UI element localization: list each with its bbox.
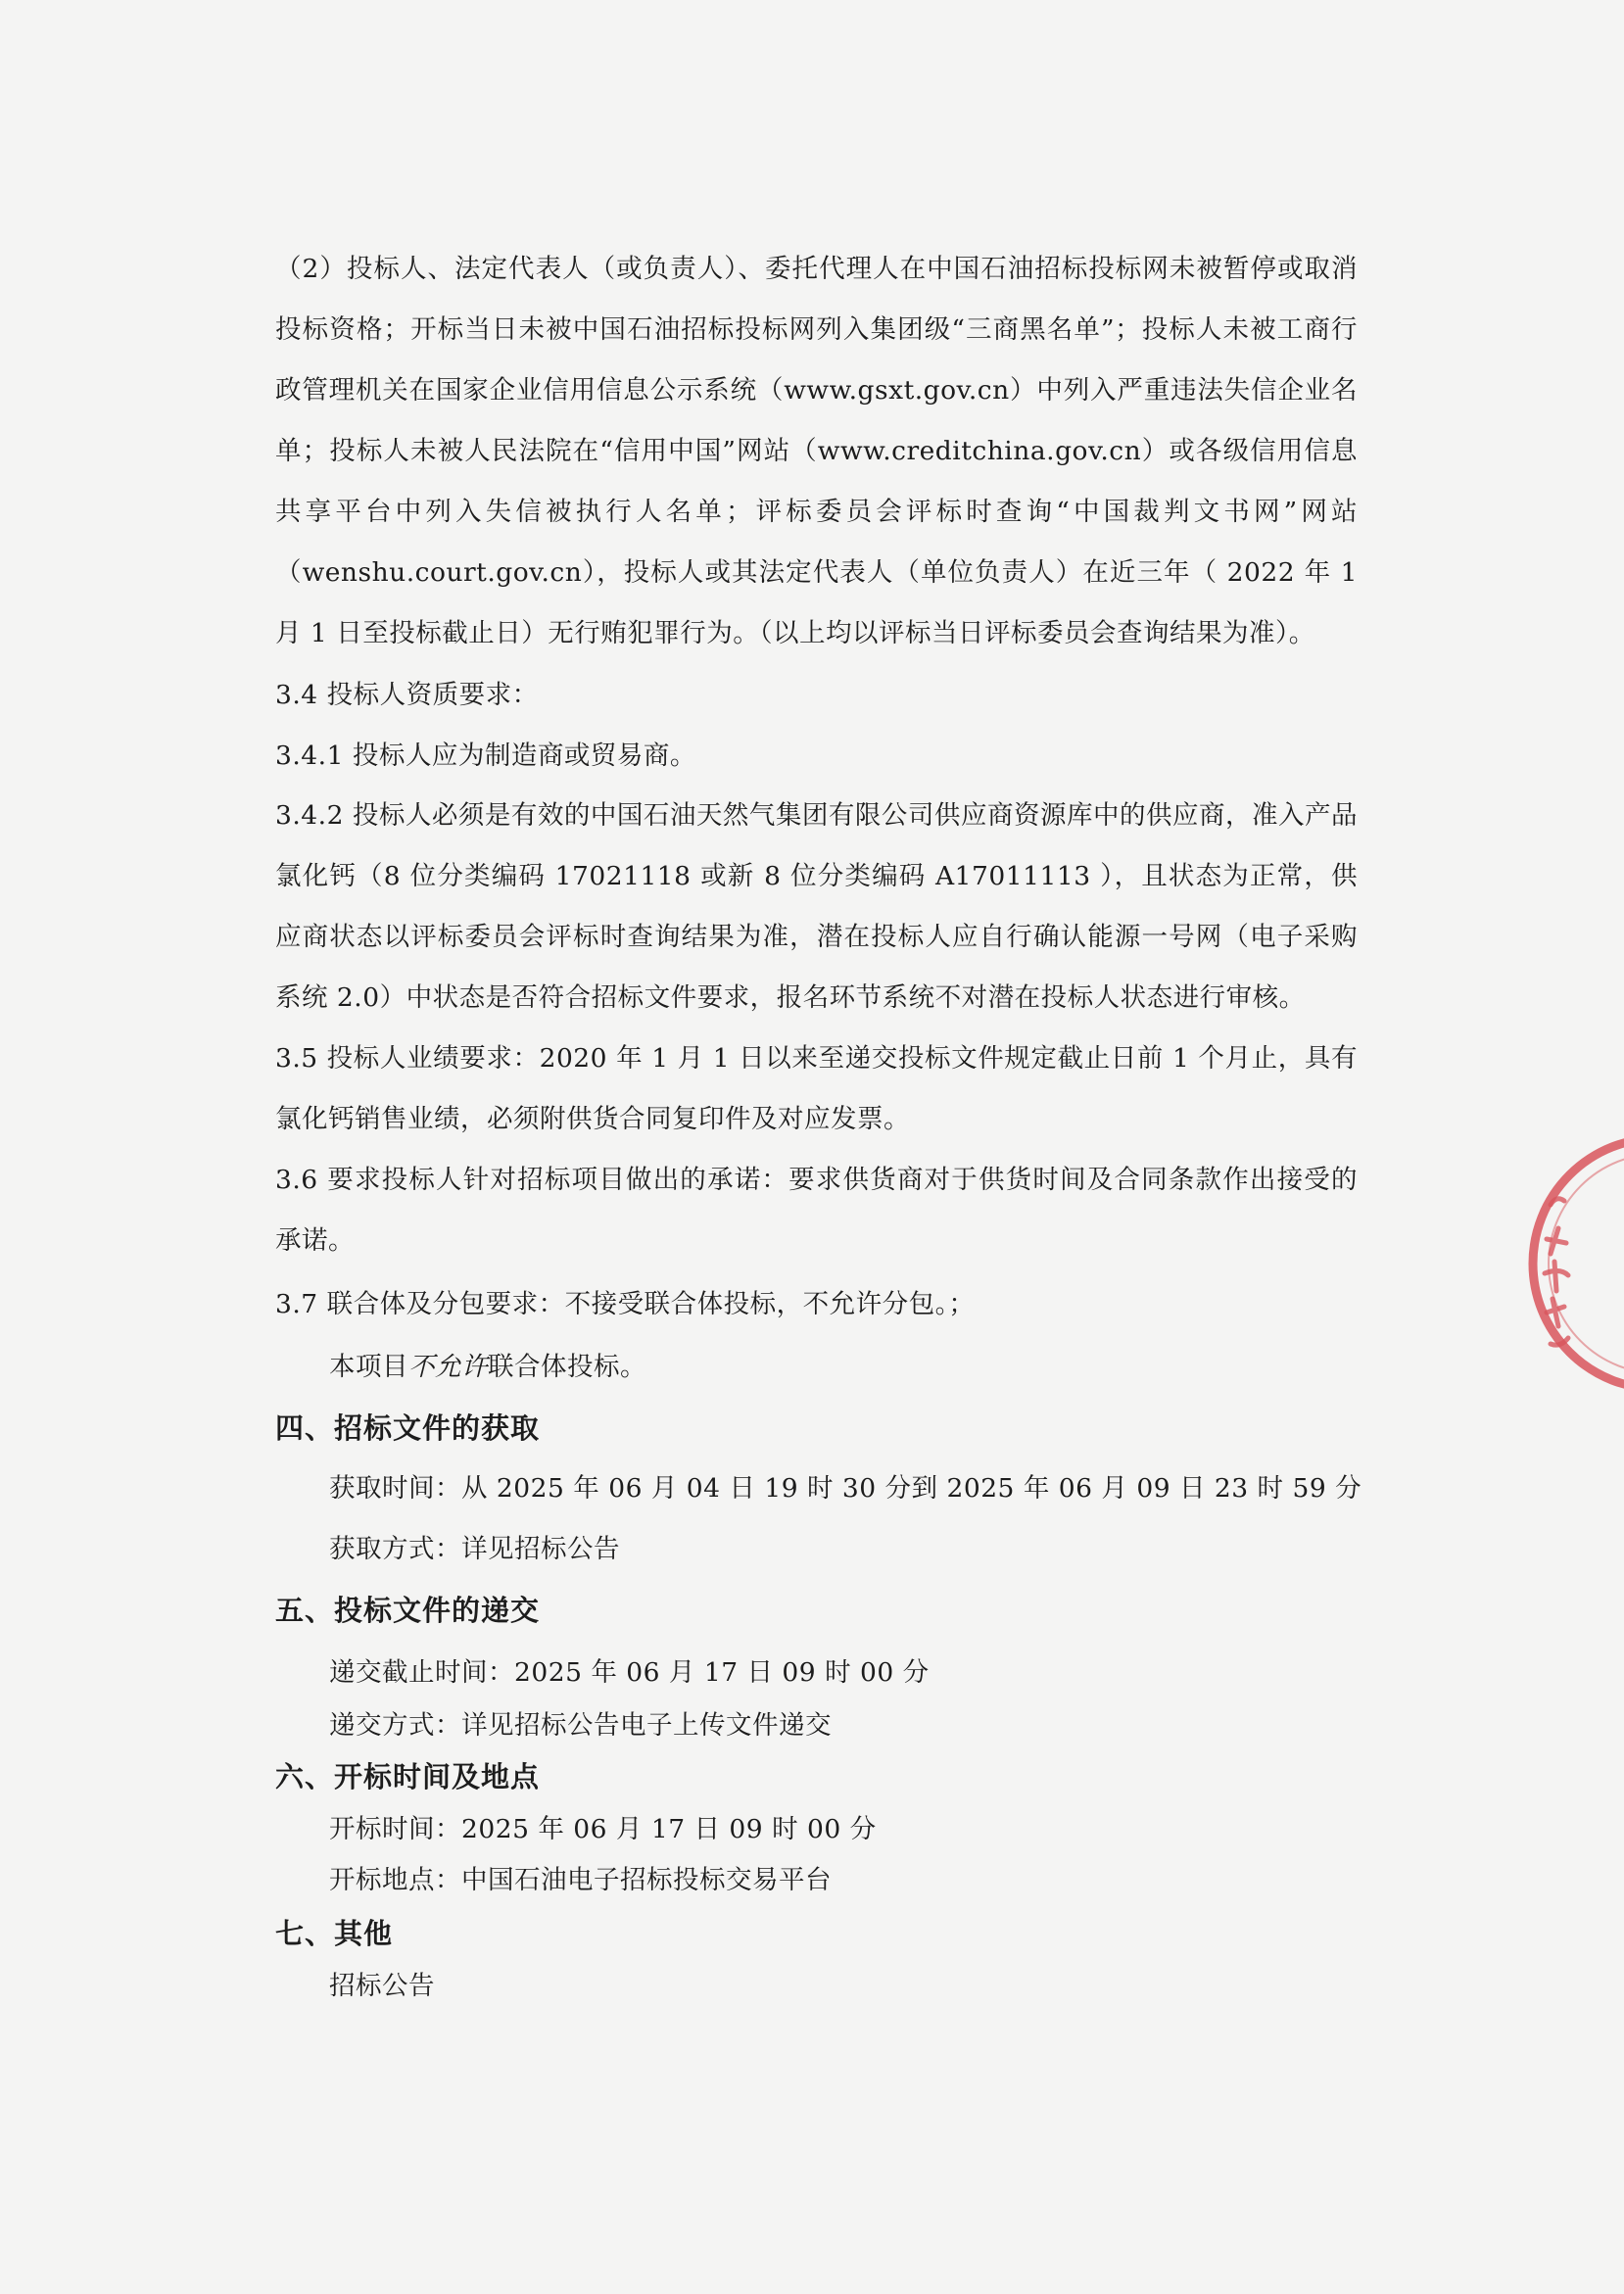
red-seal-stamp-icon [1511, 1126, 1624, 1410]
qualification-requirements: 3.4 投标人资质要求： [275, 680, 539, 710]
section5-heading: 五、投标文件的递交 [275, 1594, 541, 1627]
consortium-statement [329, 1348, 646, 1387]
section6-place: 开标地点：中国石油电子招标投标交易平台 [329, 1865, 832, 1895]
consortium-italic: 不允许 [408, 1352, 488, 1382]
section7-item: 招标公告 [329, 1971, 435, 2001]
section5-method: 递交方式：详见招标公告电子上传文件递交 [329, 1710, 832, 1741]
section4-heading: 四、招标文件的获取 [275, 1411, 541, 1445]
section4-method: 获取方式：详见招标公告 [329, 1534, 620, 1564]
consortium-suffix: 联合体投标。 [488, 1352, 646, 1382]
section7-heading: 七、其他 [275, 1917, 394, 1950]
section6-heading: 六、开标时间及地点 [275, 1760, 541, 1793]
performance-requirements-paragraph: 3.5 投标人业绩要求：2020 年 1 月 1 日以来至递交投标文件规定截止日前 1 个月止，具有氯化钙销售业绩，必须附供货合同复印件及对应发票。 [275, 1043, 1358, 1134]
consortium-requirements: 3.7 联合体及分包要求：不接受联合体投标，不允许分包。； [275, 1289, 976, 1319]
commitment-paragraph: 3.6 要求投标人针对招标项目做出的承诺：要求供货商对于供货时间及合同条款作出接受的承诺。 [275, 1165, 1358, 1256]
section6-time: 开标时间：2025 年 06 月 17 日 09 时 00 分 [329, 1814, 877, 1844]
consortium-prefix: 本项目 [329, 1352, 408, 1382]
qualification-supplier-paragraph: 3.4.2 投标人必须是有效的中国石油天然气集团有限公司供应商资源库中的供应商，准入产品氯化钙（8 位分类编码 17021118 或新 8 位分类编码 A17011113 ），且状态为正常，供应商状态以评标委员会评标时查询结果为准，潜在投标人应自行确认能源一号网（电子采购系统 2.0）中状态是否符合招标文件要求，报名环节系统不对潜在投标人状态进行审核。 [275, 800, 1358, 1013]
qualification-manufacturer: 3.4.1 投标人应为制造商或贸易商。 [275, 741, 696, 771]
section5-deadline: 递交截止时间：2025 年 06 月 17 日 09 时 00 分 [329, 1657, 930, 1688]
bidder-eligibility-paragraph: （2）投标人、法定代表人（或负责人）、委托代理人在中国石油招标投标网未被暂停或取消投标资格；开标当日未被中国石油招标投标网列入集团级“三商黑名单”；投标人未被工商行政管理机关在国家企业信用信息公示系统（www.gsxt.gov.cn）中列入严重违法失信企业名单；投标人未被人民法院在“信用中国”网站（www.creditchina.gov.cn）或各级信用信息共享平台中列入失信被执行人名单；评标委员会评标时查询“中国裁判文书网”网站（wenshu.court.gov.cn），投标人或其法定代表人（单位负责人）在近三年（ 2022 年 1 月 1 日至投标截止日）无行贿犯罪行为。（以上均以评标当日评标委员会查询结果为准）。 [275, 254, 1358, 648]
section4-time: 获取时间：从 2025 年 06 月 04 日 19 时 30 分到 2025 年 06 月 09 日 23 时 59 分 [329, 1473, 1362, 1504]
